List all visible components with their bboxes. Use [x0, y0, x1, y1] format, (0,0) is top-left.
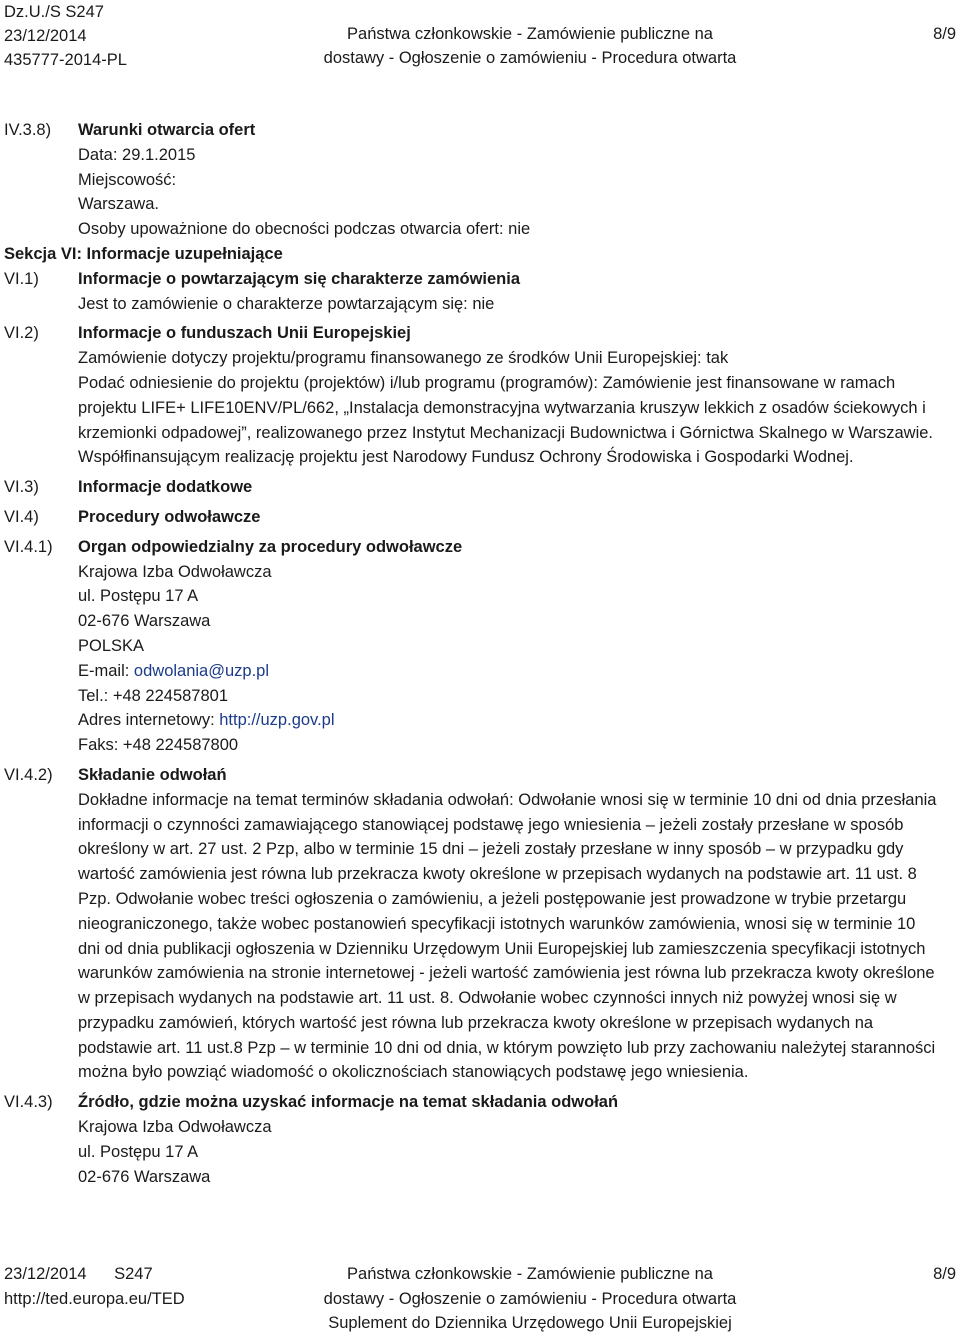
section-vi-heading: Sekcja VI: Informacje uzupełniające [4, 244, 283, 263]
header-title [220, 22, 840, 70]
header-publication: Dz.U./S S247 [4, 3, 104, 21]
page-footer [0, 1262, 960, 1334]
section-title: Warunki otwarcia ofert [78, 121, 256, 139]
section-vi-1 [0, 267, 960, 317]
page-header [0, 0, 960, 75]
section-number: VI.1) [4, 269, 39, 288]
footer-date: 23/12/2014 [4, 1265, 87, 1283]
section-number: VI.4.3) [4, 1093, 53, 1112]
body-country: POLSKA [78, 636, 145, 655]
body-name: Krajowa Izba Odwoławcza [78, 562, 272, 581]
body-city: 02-676 Warszawa [78, 612, 211, 631]
section-title: Procedury odwoławcze [78, 507, 261, 526]
eu-project-reference: Podać odniesienie do projektu (projektów) i/lub programu (programów): Zamówienie jest finansowane w ramach projektu LIFE+ LIFE10ENV/PL/662, „Instalacja demonstracyjna wytwarzania kruszyw lekkich z osadów ściekowych i krzemionki odpadowej”, realizowanego przez Instytut Mechanizacji Budownictwa i Górnictwa Skalnego w Warszawie. Współfinansującym realizację projektu jest Narodowy Fundusz Ochrony Środowiska i Gospodarki Wodnej. [78, 373, 934, 467]
persons-allowed: Osoby upoważnione do obecności podczas otwarcia ofert: nie [78, 220, 531, 239]
place-value: Warszawa. [78, 195, 159, 214]
section-title: Informacje o funduszach Unii Europejskiej [78, 324, 411, 343]
header-page-number: 8/9 [933, 25, 956, 43]
email-link[interactable]: odwolania@uzp.pl [133, 661, 270, 680]
section-number: VI.3) [4, 478, 39, 497]
section-title: Organ odpowiedzialny za procedury odwoławcze [78, 537, 463, 556]
section-number: VI.4) [4, 507, 39, 526]
section-vi-4-1 [0, 535, 960, 758]
email-label: E-mail: [78, 661, 134, 680]
footer-series: S247 [114, 1265, 153, 1283]
body-street: ul. Postępu 17 A [78, 1142, 199, 1161]
section-title: Informacje dodatkowe [78, 478, 253, 497]
opening-date: Data: 29.1.2015 [78, 145, 196, 164]
header-notice-id: 435777-2014-PL [4, 51, 127, 69]
footer-title-line1: Państwa członkowskie - Zamówienie publiczne na [347, 1265, 713, 1283]
footer-date-row [4, 1262, 185, 1287]
section-text: Jest to zamówienie o charakterze powtarzającym się: nie [78, 294, 495, 313]
section-number: VI.2) [4, 324, 39, 343]
section-number: IV.3.8) [4, 121, 52, 139]
footer-title-line3: Suplement do Dziennika Urzędowego Unii Europejskiej [328, 1314, 732, 1332]
section-title: Źródło, gdzie można uzyskać informacje na temat składania odwołań [78, 1093, 619, 1112]
appeal-details: Dokładne informacje na temat terminów składania odwołań: Odwołanie wnosi się w terminie 10 dni od dnia przesłania informacji o czynności zamawiającego stanowiącej podstawę jego wniesienia – jeżeli zostały przesłane w sposób określony w art. 27 ust. 2 Pzp, albo w terminie 15 dni – jeżeli zostały przesłane w inny sposób – w przypadku gdy wartość zamówienia jest równa lub przekracza kwoty określone w przepisach wydanych na podstawie art. 11 ust. 8 Pzp. Odwołanie wobec treści ogłoszenia o zamówieniu, a jeżeli postępowanie jest prowadzone w trybie przetargu nieograniczonego, także wobec postanowień specyfikacji istotnych warunków zamówienia, wnosi się w terminie 10 dni od dnia publikacji ogłoszenia w Dzienniku Urzędowym Unii Europejskiej lub zamieszczenia specyfikacji istotnych warunków zamówienia na stronie internetowej - jeżeli wartość zamówienia jest równa lub przekracza kwoty określone w przepisach wydanych na podstawie art. 11 ust. 8. Odwołanie wobec czynności innych niż powyżej wnosi się w przypadku zamówień, których wartość jest równa lub przekracza kwoty określone w przepisach wydanych na podstawie art. 11 ust.8 Pzp – w terminie 10 dni od dnia, w którym powzięto lub przy zachowaniu należytej staranności można było powziąć wiadomość o okolicznościach stanowiących podstawę jego wniesienia. [78, 790, 937, 1082]
body-name: Krajowa Izba Odwoławcza [78, 1118, 272, 1137]
footer-page-number: 8/9 [933, 1265, 956, 1283]
fax: Faks: +48 224587800 [78, 736, 239, 755]
section-vi-2 [0, 321, 960, 470]
www-link[interactable]: http://uzp.gov.pl [219, 711, 335, 730]
footer-title [220, 1262, 840, 1336]
header-date: 23/12/2014 [4, 27, 87, 45]
www-label: Adres internetowy: [78, 711, 220, 730]
section-vi-4-3 [0, 1090, 960, 1189]
footer-url: http://ted.europa.eu/TED [4, 1289, 185, 1308]
eu-funding-flag: Zamówienie dotyczy projektu/programu finansowanego ze środków Unii Europejskiej: tak [78, 349, 729, 368]
footer-left [4, 1262, 185, 1311]
footer-title-line2: dostawy - Ogłoszenie o zamówieniu - Procedura otwarta [323, 1289, 737, 1308]
place-label: Miejscowość: [78, 170, 177, 189]
section-title: Składanie odwołań [78, 765, 227, 784]
section-title: Informacje o powtarzającym się charakterze zamówienia [78, 269, 521, 288]
document-body [0, 118, 960, 1189]
www-row [78, 708, 940, 733]
email-row [78, 659, 940, 684]
section-vi-3 [0, 475, 960, 500]
phone: Tel.: +48 224587801 [78, 686, 229, 705]
section-vi-4-2 [0, 763, 960, 1085]
body-street: ul. Postępu 17 A [78, 587, 199, 606]
section-number: VI.4.1) [4, 537, 53, 556]
header-title-line2: dostawy - Ogłoszenie o zamówieniu - Procedura otwarta [323, 49, 737, 67]
section-number: VI.4.2) [4, 765, 53, 784]
header-title-line1: Państwa członkowskie - Zamówienie publiczne na [347, 25, 713, 43]
body-city: 02-676 Warszawa [78, 1167, 211, 1186]
section-vi-4 [0, 505, 960, 530]
section-iv-3-8 [0, 118, 960, 242]
header-left [4, 0, 127, 72]
